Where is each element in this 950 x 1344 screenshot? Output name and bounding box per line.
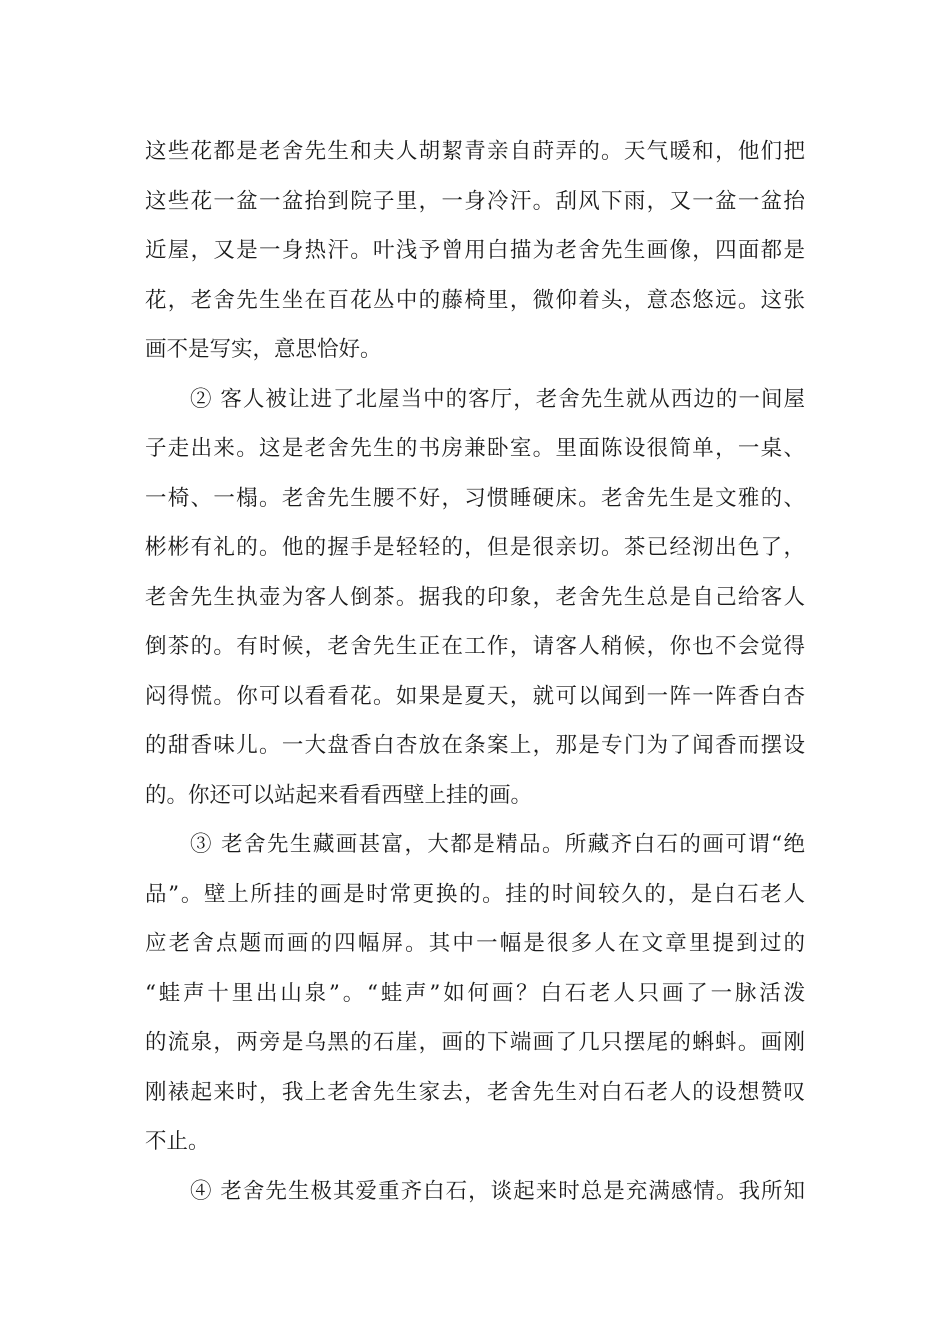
text-line: “蛙声十里出山泉”。“蛙声”如何画？白石老人只画了一脉活泼 bbox=[145, 981, 805, 1006]
text-line: 近屋，又是一身热汗。叶浅予曾用白描为老舍先生画像，四面都是 bbox=[145, 238, 805, 263]
text-line: 这些花都是老舍先生和夫人胡絜青亲自莳弄的。天气暖和，他们把 bbox=[145, 139, 805, 164]
text-line: 闷得慌。你可以看看花。如果是夏天，就可以闻到一阵一阵香白杏 bbox=[145, 684, 805, 709]
text-line: 老舍先生执壶为客人倒茶。据我的印象，老舍先生总是自己给客人 bbox=[145, 585, 805, 610]
text-line: 的。你还可以站起来看看西壁上挂的画。 bbox=[145, 783, 533, 808]
paragraph-2-start: ② 客人被让进了北屋当中的客厅，老舍先生就从西边的一间屋 bbox=[190, 387, 805, 412]
text-line: 彬彬有礼的。他的握手是轻轻的，但是很亲切。茶已经沏出色了， bbox=[145, 535, 805, 560]
text-line: 的甜香味儿。一大盘香白杏放在条案上，那是专门为了闻香而摆设 bbox=[145, 733, 805, 758]
text-line: 品”。壁上所挂的画是时常更换的。挂的时间较久的，是白石老人 bbox=[145, 882, 805, 907]
paragraph-3-start: ③ 老舍先生藏画甚富，大都是精品。所藏齐白石的画可谓“绝 bbox=[190, 832, 805, 857]
text-line: 不止。 bbox=[145, 1129, 210, 1154]
text-line: 花，老舍先生坐在百花丛中的藤椅里，微仰着头，意态悠远。这张 bbox=[145, 288, 805, 313]
text-line: 的流泉，两旁是乌黑的石崖，画的下端画了几只摆尾的蝌蚪。画刚 bbox=[145, 1030, 805, 1055]
text-line: 一椅、一榻。老舍先生腰不好，习惯睡硬床。老舍先生是文雅的、 bbox=[145, 486, 805, 511]
text-line: 这些花一盆一盆抬到院子里，一身冷汗。刮风下雨，又一盆一盆抬 bbox=[145, 189, 805, 214]
text-line: 倒茶的。有时候，老舍先生正在工作，请客人稍候，你也不会觉得 bbox=[145, 634, 805, 659]
text-line: 应老舍点题而画的四幅屏。其中一幅是很多人在文章里提到过的 bbox=[145, 931, 805, 956]
text-line: 画不是写实，意思恰好。 bbox=[145, 337, 382, 362]
text-line: 子走出来。这是老舍先生的书房兼卧室。里面陈设很简单，一桌、 bbox=[145, 436, 805, 461]
text-line: 刚裱起来时，我上老舍先生家去，老舍先生对白石老人的设想赞叹 bbox=[145, 1080, 805, 1105]
paragraph-4-start: ④ 老舍先生极其爱重齐白石，谈起来时总是充满感情。我所知 bbox=[190, 1179, 805, 1204]
